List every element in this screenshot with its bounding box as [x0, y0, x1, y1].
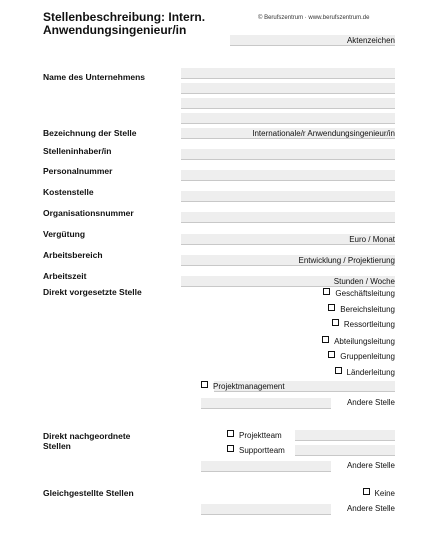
option-supportteam[interactable]: Supportteam: [227, 445, 285, 456]
option-keine[interactable]: Keine: [363, 488, 395, 499]
arbeitszeit-label: Arbeitszeit: [43, 271, 87, 281]
arbeitsbereich-label: Arbeitsbereich: [43, 250, 103, 260]
checkbox-icon[interactable]: [323, 288, 330, 295]
nachgeordnete-andere-field[interactable]: [201, 461, 331, 472]
kostenstelle-field[interactable]: [181, 191, 395, 202]
gleichgestellte-label: Gleichgestellte Stellen: [43, 488, 134, 498]
arbeitsbereich-value: Entwicklung / Projektierung: [298, 256, 395, 265]
checkbox-icon[interactable]: [227, 430, 234, 437]
bezeichnung-value: Internationale/r Anwendungsingenieur/in: [252, 129, 395, 138]
option-abteilungsleitung[interactable]: Abteilungsleitung: [322, 336, 395, 347]
checkbox-icon[interactable]: [335, 367, 342, 374]
unternehmen-label: Name des Unternehmens: [43, 72, 146, 82]
option-ressortleitung[interactable]: Ressortleitung: [332, 319, 395, 330]
unternehmen-field-3[interactable]: [181, 98, 395, 109]
unternehmen-field-4[interactable]: [181, 113, 395, 124]
checkbox-icon[interactable]: [201, 381, 208, 388]
personalnummer-field[interactable]: [181, 170, 395, 181]
checkbox-icon[interactable]: [322, 336, 329, 343]
option-geschaeftsleitung[interactable]: Geschäftsleitung: [323, 288, 395, 299]
nachgeordnete-label-line-1: Direkt nachgeordnete: [43, 431, 131, 441]
stelleninhaber-field[interactable]: [181, 149, 395, 160]
checkbox-icon[interactable]: [332, 319, 339, 326]
gleichgestellte-andere-field[interactable]: [201, 504, 331, 515]
nachgeordnete-andere-label: Andere Stelle: [346, 461, 395, 470]
unternehmen-field-1[interactable]: [181, 68, 395, 79]
vorgesetzte-label: Direkt vorgesetzte Stelle: [43, 287, 142, 297]
option-bereichsleitung[interactable]: Bereichsleitung: [328, 304, 395, 315]
unternehmen-field-2[interactable]: [181, 83, 395, 94]
checkbox-icon[interactable]: [363, 488, 370, 495]
nachgeordnete-label-line-2: Stellen: [43, 441, 71, 451]
option-projektmanagement[interactable]: Projektmanagement: [201, 381, 285, 392]
personalnummer-label: Personalnummer: [43, 166, 113, 176]
vorgesetzte-andere-label: Andere Stelle: [346, 398, 395, 407]
page-title: [43, 11, 205, 37]
arbeitszeit-unit: Stunden / Woche: [333, 277, 395, 286]
option-laenderleitung[interactable]: Länderleitung: [335, 367, 395, 378]
organisationsnummer-label: Organisationsnummer: [43, 208, 134, 218]
copyright-note: © Berufszentrum · www.berufszentrum.de: [258, 15, 370, 21]
organisationsnummer-field[interactable]: [181, 212, 395, 223]
title-line-1: Stellenbeschreibung: Intern.: [43, 10, 206, 24]
vorgesetzte-andere-field[interactable]: [201, 398, 331, 409]
title-line-2: Anwendungsingenieur/in: [43, 23, 187, 37]
checkbox-icon[interactable]: [328, 351, 335, 358]
kostenstelle-label: Kostenstelle: [43, 187, 94, 197]
supportteam-field[interactable]: [295, 445, 395, 456]
nachgeordnete-label: [43, 431, 130, 451]
gleichgestellte-andere-label: Andere Stelle: [346, 504, 395, 513]
aktenzeichen-label: Aktenzeichen: [346, 36, 395, 45]
option-gruppenleitung[interactable]: Gruppenleitung: [328, 351, 395, 362]
projektteam-field[interactable]: [295, 430, 395, 441]
verguetung-label: Vergütung: [43, 229, 86, 239]
checkbox-icon[interactable]: [328, 304, 335, 311]
option-projektteam[interactable]: Projektteam: [227, 430, 282, 441]
stelleninhaber-label: Stelleninhaber/in: [43, 146, 112, 156]
bezeichnung-label: Bezeichnung der Stelle: [43, 128, 137, 138]
checkbox-icon[interactable]: [227, 445, 234, 452]
verguetung-unit: Euro / Monat: [349, 235, 395, 244]
